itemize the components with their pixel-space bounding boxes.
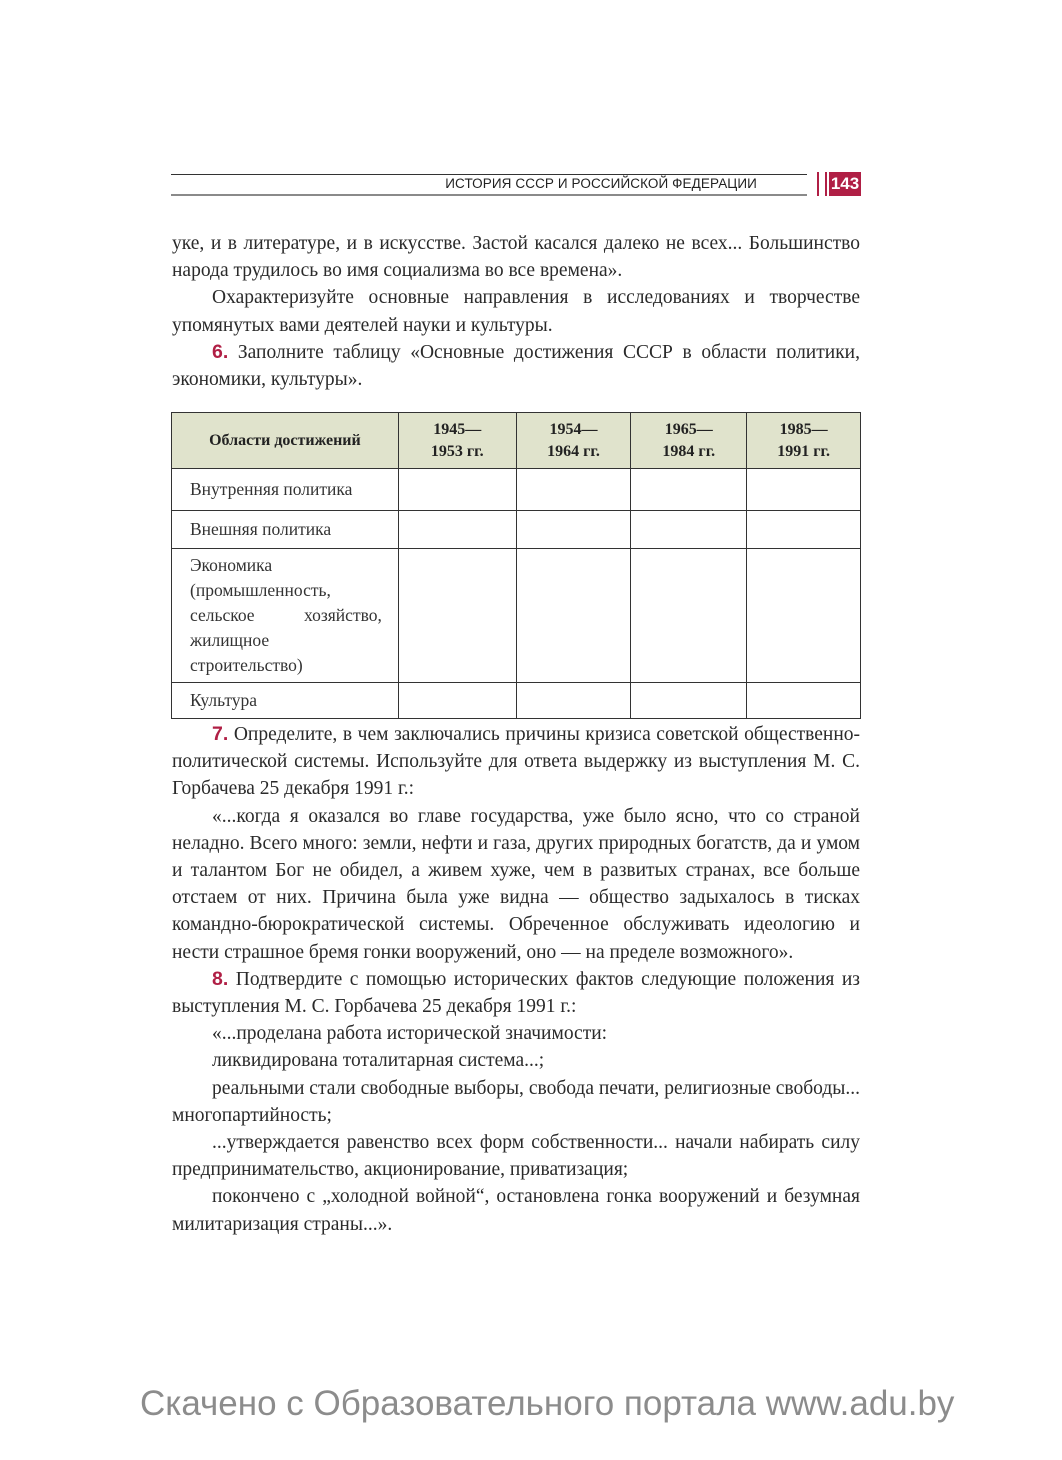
task-7-block <box>172 721 860 1238</box>
table-row <box>172 469 861 511</box>
table-row <box>172 549 861 683</box>
table-row <box>172 511 861 549</box>
task-8-quote-line: ликвидирована тоталитарная система...; <box>212 1050 545 1072</box>
table-cell[interactable] <box>516 549 631 683</box>
row-label: Внешняя политика <box>172 511 399 549</box>
task-8 <box>172 966 860 1020</box>
task-8-text: Подтвердите с помощью исторических фактов следующие положения из выступления М. С. Горбачева 25 декабря 1991 г.: <box>172 968 860 1018</box>
intro-paragraph-1: уке, и в литературе, и в искусстве. Застой касался далеко не всех... Большинство народа трудилось во имя социализма во все времена». <box>172 233 860 282</box>
running-header <box>171 172 861 198</box>
column-header-period-1: 1945— 1953 гг. <box>398 413 516 469</box>
table-cell[interactable] <box>747 511 861 549</box>
download-watermark: Скачено с Образовательного портала www.adu.by <box>140 1384 955 1423</box>
task-8-quote-line: реальными стали свободные выборы, свобода печати, религиозные свободы... многопартийность; <box>172 1077 860 1126</box>
task-7-quote: «...когда я оказался во главе государства, уже было ясно, что со страной неладно. Всего много: земли, нефти и газа, других природных богатств, да и умом и талантом Бог не обидел, а живем хуже, чем в развитых странах, все больше отстаем от них. Причина была уже видна — общество задыхалось в тисках командно-бюрократической системы. Обреченное обслуживать идеологию и нести страшное бремя гонки вооружений, оно — на пределе возможного». <box>172 805 860 963</box>
table-cell[interactable] <box>747 549 861 683</box>
task-8-quote-line: ...утверждается равенство всех форм собственности... начали набирать силу предпринимательство, акционирование, приватизация; <box>172 1132 860 1181</box>
table-cell[interactable] <box>398 511 516 549</box>
page-number: 143 <box>829 172 861 196</box>
running-title: ИСТОРИЯ СССР И РОССИЙСКОЙ ФЕДЕРАЦИИ <box>445 176 757 191</box>
table-cell[interactable] <box>516 511 631 549</box>
intro-text <box>172 230 860 393</box>
table-cell[interactable] <box>631 683 747 719</box>
table-cell[interactable] <box>631 469 747 511</box>
table-cell[interactable] <box>398 469 516 511</box>
task-6-number: 6. <box>212 340 229 363</box>
table-cell[interactable] <box>747 683 861 719</box>
achievements-table <box>171 412 861 719</box>
column-header-areas: Области достижений <box>172 413 399 469</box>
intro-paragraph-2: Охарактеризуйте основные направления в исследованиях и творчестве упомянутых вами деятелей науки и культуры. <box>172 287 860 336</box>
table-cell[interactable] <box>398 683 516 719</box>
task-8-quote-line: «...проделана работа исторической значимости: <box>212 1023 608 1045</box>
table-row <box>172 683 861 719</box>
row-label: Экономика (промышленность, сельское хозяйство, жилищное строительство) <box>172 549 399 683</box>
table-cell[interactable] <box>747 469 861 511</box>
page-number-decoration <box>817 172 827 196</box>
table-cell[interactable] <box>516 683 631 719</box>
header-rule-top <box>171 174 807 175</box>
task-7-text: Определите, в чем заключались причины кризиса советской общественно-политической системы. Используйте для ответа выдержку из выступления М. С. Горбачева 25 декабря 1991 г.: <box>172 724 860 800</box>
task-8-number: 8. <box>212 967 229 990</box>
table-cell[interactable] <box>631 511 747 549</box>
column-header-period-3: 1965— 1984 гг. <box>631 413 747 469</box>
table-cell[interactable] <box>631 549 747 683</box>
task-7 <box>172 721 860 803</box>
task-8-quote-line: покончено с „холодной войной“, остановлена гонка вооружений и безумная милитаризация страны...». <box>172 1186 860 1235</box>
table-cell[interactable] <box>398 549 516 683</box>
table-header-row <box>172 413 861 469</box>
column-header-period-4: 1985— 1991 гг. <box>747 413 861 469</box>
task-7-number: 7. <box>212 723 229 745</box>
row-label: Внутренняя политика <box>172 469 399 511</box>
column-header-period-2: 1954— 1964 гг. <box>516 413 631 469</box>
row-label: Культура <box>172 683 399 719</box>
task-6 <box>172 339 860 393</box>
task-6-text: Заполните таблицу «Основные достижения СССР в области политики, экономики, культуры». <box>172 341 860 391</box>
header-rule-bottom <box>171 194 807 196</box>
table-cell[interactable] <box>516 469 631 511</box>
